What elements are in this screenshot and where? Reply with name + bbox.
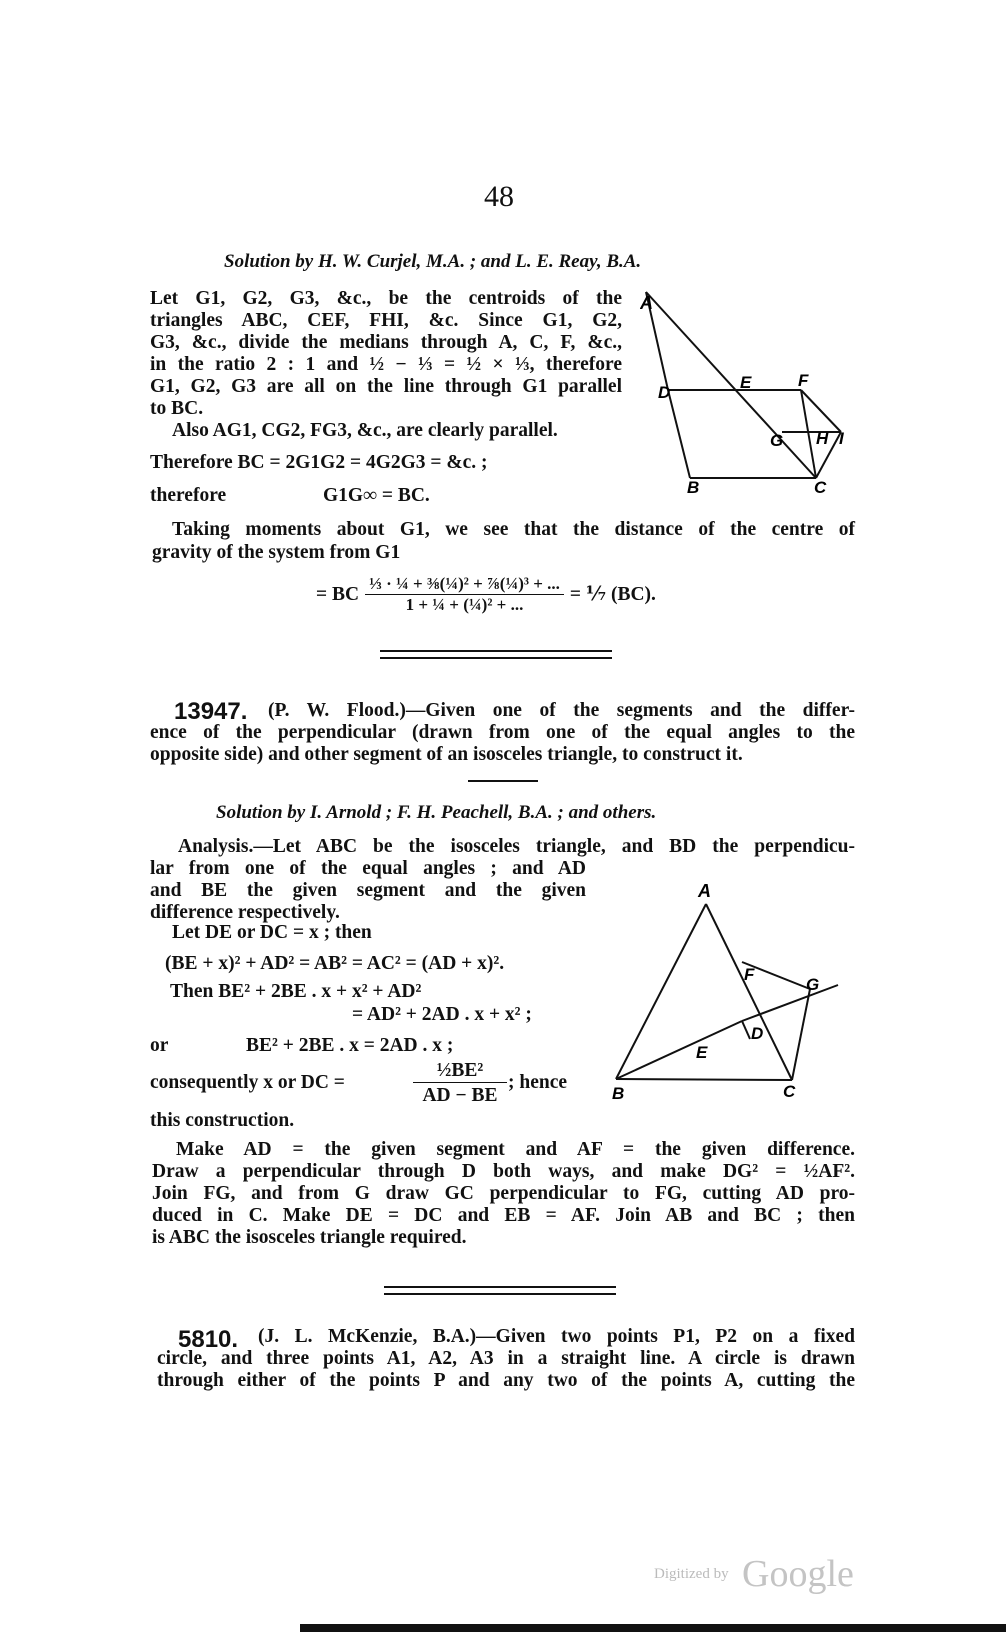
sol1-line-7: Also AG1, CG2, FG3, &c., are clearly parallel. (172, 420, 558, 441)
sol1-line-9: therefore (150, 485, 227, 506)
geometry-figure-2 (606, 884, 852, 1104)
sol1-line-2: triangles ABC, CEF, FHI, &c. Since G1, G2, (150, 310, 622, 331)
sol1-line-11: Taking moments about G1, we see that the distance of the centre of (172, 519, 855, 540)
q5810-line-2: circle, and three points A1, A2, A3 in a straight line. A circle is drawn (157, 1348, 855, 1369)
solution-heading-2: Solution by I. Arnold ; F. H. Peachell, B.A. ; and others. (216, 802, 657, 823)
sol2-line-6: (BE + x)² + AD² = AB² = AC² = (AD + x)². (165, 953, 505, 974)
fig2-label-c: C (783, 1082, 796, 1101)
sol1-line-12: gravity of the system from G1 (152, 542, 401, 563)
sol2-line-17: Draw a perpendicular through D both ways, and make DG² = ½AF². (152, 1161, 855, 1182)
formula-lhs: = BC (316, 583, 360, 605)
fig1-label-i: I (839, 429, 844, 448)
q13947-line-3: opposite side) and other segment of an isosceles triangle, to construct it. (150, 744, 743, 765)
sol2-line-19: duced in C. Make DE = DC and EB = AF. Join AB and BC ; then (152, 1205, 855, 1226)
double-rule-top-2 (384, 1286, 616, 1288)
sol2-line-18: Join FG, and from G draw GC perpendicular to FG, cutting AD pro- (152, 1183, 855, 1204)
double-rule-top-1 (380, 650, 612, 652)
sol2-line-10: BE² + 2BE . x = 2AD . x ; (246, 1035, 454, 1056)
q5810-line-1: (J. L. McKenzie, B.A.)—Given two points P1, P2 on a fixed (258, 1326, 855, 1347)
formula-denominator: 1 + ¼ + (¼)² + ... (405, 595, 524, 614)
sol2-line-11: consequently x or DC = (150, 1072, 345, 1093)
q13947-line-2: ence of the perpendicular (drawn from one of the equal angles to the (150, 722, 855, 743)
sol1-line-8: Therefore BC = 2G1G2 = 4G2G3 = &c. ; (150, 452, 488, 473)
sol2-line-8: = AD² + 2AD . x + x² ; (352, 1004, 532, 1025)
short-rule (468, 780, 538, 782)
q13947-line-1: (P. W. Flood.)—Given one of the segments and the differ- (268, 700, 855, 721)
sol2-line-15: this construction. (150, 1110, 295, 1131)
fig2-label-f: F (744, 965, 755, 984)
fig1-label-a: A (640, 293, 653, 313)
fig2-label-b: B (612, 1084, 625, 1103)
sol2-line-5: Let DE or DC = x ; then (172, 922, 372, 943)
solution-heading-1: Solution by H. W. Curjel, M.A. ; and L. E. Reay, B.A. (224, 251, 642, 272)
sol2-line-1: Analysis.—Let ABC be the isosceles triangle, and BD the perpendicu- (178, 836, 855, 857)
fig1-label-d: D (658, 383, 671, 402)
fig2-label-d: D (751, 1024, 764, 1043)
double-rule-bottom-1 (380, 657, 612, 659)
sol2-frac-numerator: ½BE² (413, 1060, 507, 1083)
fig2-label-g: G (806, 975, 820, 994)
sol2-line-7: Then BE² + 2BE . x + x² + AD² (170, 981, 422, 1002)
fig1-label-h: H (816, 429, 829, 448)
fig1-label-b: B (687, 478, 700, 497)
fig2-label-a: A (698, 884, 711, 901)
google-logo: Google (742, 1553, 854, 1595)
sol1-line-4: in the ratio 2 : 1 and ½ − ⅓ = ½ × ⅓, therefore (150, 354, 622, 375)
question-number-13947: 13947. (174, 698, 248, 725)
formula-fraction (365, 574, 564, 615)
sol2-line-16: Make AD = the given segment and AF = the given difference. (176, 1139, 855, 1160)
formula-rhs: = ⅐ (BC). (569, 583, 656, 605)
sol2-frac-denominator: AD − BE (422, 1085, 498, 1106)
sol1-formula (316, 574, 656, 615)
fig1-label-e: E (740, 373, 752, 392)
formula-numerator: ⅓ · ¼ + ⅜(¼)² + ⅞(¼)³ + ... (365, 574, 564, 595)
q5810-line-3: through either of the points P and any two of the points A, cutting the (157, 1370, 855, 1391)
fig2-label-e: E (696, 1043, 708, 1062)
sol1-line-1: Let G1, G2, G3, &c., be the centroids of the (150, 288, 622, 309)
sol1-line-10: G1G∞ = BC. (323, 485, 430, 506)
sol1-line-5: G1, G2, G3 are all on the line through G1 parallel (150, 376, 622, 397)
fig1-label-g: G (770, 431, 784, 450)
sol2-line-2: lar from one of the equal angles ; and AD (150, 858, 586, 879)
page-number: 48 (484, 180, 514, 213)
question-number-5810: 5810. (178, 1326, 239, 1353)
sol2-line-3: and BE the given segment and the given (150, 880, 586, 901)
page-edge-shadow (300, 1624, 1006, 1632)
sol1-line-3: G3, &c., divide the medians through A, C, F, &c., (150, 332, 622, 353)
sol2-line-4: difference respectively. (150, 902, 340, 923)
sol1-line-6: to BC. (150, 398, 204, 419)
geometry-figure-1 (640, 286, 865, 501)
sol2-line-9: or (150, 1035, 169, 1056)
fig1-label-c: C (814, 478, 827, 497)
sol2-line-20: is ABC the isosceles triangle required. (152, 1227, 467, 1248)
watermark-prefix: Digitized by (654, 1566, 729, 1582)
sol2-line-hence: ; hence (508, 1072, 568, 1093)
double-rule-bottom-2 (384, 1293, 616, 1295)
fig1-label-f: F (798, 371, 809, 390)
